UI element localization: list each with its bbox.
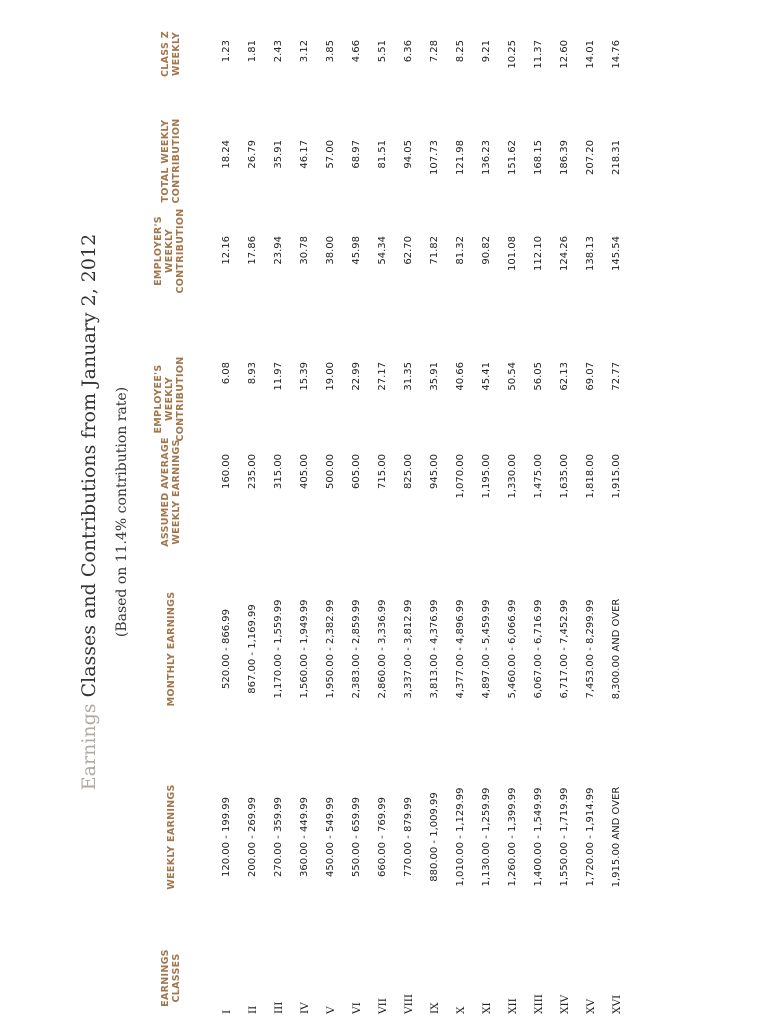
table-row	[396, 0, 422, 1024]
cell-employer-contribution: 71.82	[429, 236, 440, 265]
cell-employer-contribution: 45.98	[351, 236, 362, 265]
cell-employer-contribution: 54.34	[377, 236, 388, 265]
cell-weekly-earnings: 270.00 - 359.99	[273, 797, 284, 877]
cell-assumed-average: 405.00	[299, 454, 310, 489]
cell-employer-contribution: 145.54	[611, 236, 622, 271]
cell-class-z: 1.23	[221, 40, 232, 63]
table-row	[292, 0, 318, 1024]
cell-class-z: 11.37	[533, 40, 544, 69]
table-row	[266, 0, 292, 1024]
cell-monthly-earnings: 5,460.00 - 6,066.99	[507, 599, 518, 699]
cell-employee-contribution: 15.39	[299, 362, 310, 391]
cell-employee-contribution: 19.00	[325, 362, 336, 391]
cell-class: XII	[507, 998, 519, 1014]
cell-total-contribution: 136.23	[481, 140, 492, 175]
cell-class: I	[221, 1009, 233, 1014]
cell-employee-contribution: 50.54	[507, 362, 518, 391]
cell-employee-contribution: 40.66	[455, 362, 466, 391]
cell-employer-contribution: 81.32	[455, 236, 466, 265]
table-title-block	[78, 0, 100, 1024]
cell-total-contribution: 81.51	[377, 140, 388, 169]
header-line: CONTRIBUTION	[175, 356, 186, 442]
cell-class: III	[273, 1001, 285, 1014]
cell-class: VIII	[403, 993, 415, 1014]
cell-monthly-earnings: 3,813.00 - 4,376.99	[429, 599, 440, 699]
cell-employee-contribution: 31.35	[403, 362, 414, 391]
cell-monthly-earnings: 1,950.00 - 2,382.99	[325, 599, 336, 699]
cell-class-z: 3.12	[299, 40, 310, 63]
cell-employee-contribution: 62.13	[559, 362, 570, 391]
cell-weekly-earnings: 660.00 - 769.99	[377, 797, 388, 877]
cell-class-z: 6.36	[403, 40, 414, 63]
cell-class-z: 8.25	[455, 40, 466, 63]
cell-monthly-earnings: 2,860.00 - 3,336.99	[377, 599, 388, 699]
title-earnings-word: Earnings	[78, 703, 100, 791]
cell-total-contribution: 186.39	[559, 140, 570, 175]
cell-monthly-earnings: 6,067.00 - 6,716.99	[533, 599, 544, 699]
cell-weekly-earnings: 1,400.00 - 1,549.99	[533, 787, 544, 887]
header-employee-contribution	[153, 344, 186, 454]
cell-monthly-earnings: 520.00 - 866.99	[221, 609, 232, 689]
cell-employer-contribution: 62.70	[403, 236, 414, 265]
cell-class-z: 3.85	[325, 40, 336, 63]
table-row	[448, 0, 474, 1024]
title-main-text: Classes and Contributions from January 2, 2012	[78, 233, 100, 704]
cell-class-z: 9.21	[481, 40, 492, 63]
cell-monthly-earnings: 6,717.00 - 7,452.99	[559, 599, 570, 699]
table-row	[370, 0, 396, 1024]
cell-total-contribution: 168.15	[533, 140, 544, 175]
cell-employee-contribution: 11.97	[273, 362, 284, 391]
header-weekly-earnings	[166, 765, 177, 909]
header-line: WEEKLY	[164, 228, 175, 274]
table-row	[422, 0, 448, 1024]
cell-total-contribution: 46.17	[299, 140, 310, 169]
cell-class-z: 1.81	[247, 40, 258, 63]
cell-monthly-earnings: 7,453.00 - 8,299.99	[585, 599, 596, 699]
cell-monthly-earnings: 1,170.00 - 1,559.99	[273, 599, 284, 699]
header-line: CLASSES	[171, 953, 182, 1003]
cell-weekly-earnings: 450.00 - 549.99	[325, 797, 336, 877]
table-title	[78, 234, 100, 790]
cell-monthly-earnings: 2,383.00 - 2,859.99	[351, 599, 362, 699]
cell-assumed-average: 160.00	[221, 454, 232, 489]
header-line: EARNINGS	[160, 949, 171, 1007]
table-row	[474, 0, 500, 1024]
cell-employee-contribution: 72.77	[611, 362, 622, 391]
cell-total-contribution: 121.98	[455, 140, 466, 175]
cell-assumed-average: 500.00	[325, 454, 336, 489]
cell-class: V	[325, 1006, 337, 1014]
table-row	[526, 0, 552, 1024]
cell-total-contribution: 151.62	[507, 140, 518, 175]
cell-employer-contribution: 101.08	[507, 236, 518, 271]
cell-assumed-average: 715.00	[377, 454, 388, 489]
cell-weekly-earnings: 120.00 - 199.99	[221, 797, 232, 877]
cell-total-contribution: 57.00	[325, 140, 336, 169]
cell-class: VI	[351, 1002, 363, 1014]
header-line: CONTRIBUTION	[171, 118, 182, 204]
header-line: WEEKLY	[164, 376, 175, 422]
cell-weekly-earnings: 1,260.00 - 1,399.99	[507, 787, 518, 887]
cell-class-z: 5.51	[377, 40, 388, 63]
cell-employer-contribution: 138.13	[585, 236, 596, 271]
cell-class: XIV	[559, 994, 571, 1014]
cell-class: XIII	[533, 994, 545, 1014]
cell-monthly-earnings: 867.00 - 1,169.99	[247, 604, 258, 694]
cell-assumed-average: 1,195.00	[481, 454, 492, 499]
header-line: WEEKLY	[171, 31, 182, 77]
cell-assumed-average: 1,818.00	[585, 454, 596, 499]
cell-weekly-earnings: 200.00 - 269.99	[247, 797, 258, 877]
cell-employee-contribution: 8.93	[247, 362, 258, 385]
cell-weekly-earnings: 880.00 - 1,009.99	[429, 792, 440, 882]
header-earnings-classes	[160, 938, 182, 1018]
cell-weekly-earnings: 550.00 - 659.99	[351, 797, 362, 877]
cell-assumed-average: 1,635.00	[559, 454, 570, 499]
cell-class: IV	[299, 1002, 311, 1014]
cell-class-z: 10.25	[507, 40, 518, 69]
cell-weekly-earnings: 1,130.00 - 1,259.99	[481, 787, 492, 887]
cell-assumed-average: 945.00	[429, 454, 440, 489]
cell-assumed-average: 1,330.00	[507, 454, 518, 499]
cell-employee-contribution: 27.17	[377, 362, 388, 391]
cell-employee-contribution: 45.41	[481, 362, 492, 391]
cell-class: II	[247, 1005, 259, 1014]
cell-total-contribution: 94.05	[403, 140, 414, 169]
cell-class-z: 12.60	[559, 40, 570, 69]
cell-class-z: 4.66	[351, 40, 362, 63]
cell-weekly-earnings: 1,915.00 AND OVER	[611, 786, 622, 888]
cell-class: XVI	[611, 994, 623, 1014]
cell-employee-contribution: 69.07	[585, 362, 596, 391]
table-row	[604, 0, 630, 1024]
cell-monthly-earnings: 1,560.00 - 1,949.99	[299, 599, 310, 699]
cell-monthly-earnings: 3,337.00 - 3,812.99	[403, 599, 414, 699]
cell-weekly-earnings: 1,550.00 - 1,719.99	[559, 787, 570, 887]
cell-monthly-earnings: 4,897.00 - 5,459.99	[481, 599, 492, 699]
header-line: TOTAL WEEKLY	[160, 119, 171, 203]
cell-assumed-average: 1,915.00	[611, 454, 622, 499]
table-row	[344, 0, 370, 1024]
cell-class-z: 14.01	[585, 40, 596, 69]
cell-assumed-average: 825.00	[403, 454, 414, 489]
cell-total-contribution: 107.73	[429, 140, 440, 175]
table-row	[578, 0, 604, 1024]
header-line: EMPLOYEE'S	[153, 364, 164, 434]
cell-assumed-average: 315.00	[273, 454, 284, 489]
cell-employee-contribution: 6.08	[221, 362, 232, 385]
cell-employer-contribution: 112.10	[533, 236, 544, 271]
cell-class: VII	[377, 998, 389, 1014]
header-monthly-earnings	[166, 578, 177, 720]
cell-monthly-earnings: 8,300.00 AND OVER	[611, 598, 622, 700]
table-row	[552, 0, 578, 1024]
cell-assumed-average: 605.00	[351, 454, 362, 489]
header-class-z-weekly	[160, 14, 182, 94]
cell-total-contribution: 18.24	[221, 140, 232, 169]
header-line: MONTHLY EARNINGS	[166, 591, 177, 707]
cell-employee-contribution: 56.05	[533, 362, 544, 391]
cell-weekly-earnings: 1,720.00 - 1,914.99	[585, 787, 596, 887]
table-row	[318, 0, 344, 1024]
header-line: CLASS Z	[160, 31, 171, 77]
cell-total-contribution: 68.97	[351, 140, 362, 169]
cell-class: X	[455, 1006, 467, 1014]
cell-weekly-earnings: 360.00 - 449.99	[299, 797, 310, 877]
cell-employee-contribution: 35.91	[429, 362, 440, 391]
cell-total-contribution: 218.31	[611, 140, 622, 175]
cell-assumed-average: 1,475.00	[533, 454, 544, 499]
cell-class: XV	[585, 998, 597, 1014]
table-row	[500, 0, 526, 1024]
cell-employer-contribution: 90.82	[481, 236, 492, 265]
header-line: EMPLOYER'S	[153, 216, 164, 286]
cell-assumed-average: 235.00	[247, 454, 258, 489]
cell-weekly-earnings: 770.00 - 879.99	[403, 797, 414, 877]
cell-total-contribution: 207.20	[585, 140, 596, 175]
cell-employer-contribution: 17.86	[247, 236, 258, 265]
cell-weekly-earnings: 1,010.00 - 1,129.99	[455, 787, 466, 887]
header-line: WEEKLY EARNINGS	[171, 439, 182, 545]
cell-class: IX	[429, 1002, 441, 1014]
cell-class-z: 2.43	[273, 40, 284, 63]
cell-total-contribution: 35.91	[273, 140, 284, 169]
cell-employer-contribution: 30.78	[299, 236, 310, 265]
cell-employee-contribution: 22.99	[351, 362, 362, 391]
header-line: ASSUMED AVERAGE	[160, 437, 171, 547]
cell-class-z: 7.28	[429, 40, 440, 63]
table-row	[240, 0, 266, 1024]
cell-total-contribution: 26.79	[247, 140, 258, 169]
cell-employer-contribution: 12.16	[221, 236, 232, 265]
cell-assumed-average: 1,070.00	[455, 454, 466, 499]
cell-employer-contribution: 38.00	[325, 236, 336, 265]
table-row	[214, 0, 240, 1024]
cell-monthly-earnings: 4,377.00 - 4,896.99	[455, 599, 466, 699]
header-line: CONTRIBUTION	[175, 208, 186, 294]
cell-employer-contribution: 23.94	[273, 236, 284, 265]
header-line: WEEKLY EARNINGS	[166, 784, 177, 890]
cell-employer-contribution: 124.26	[559, 236, 570, 271]
cell-class: XI	[481, 1002, 493, 1014]
cell-class-z: 14.76	[611, 40, 622, 69]
table-subtitle: (Based on 11.4% contribution rate)	[114, 386, 130, 638]
header-total-contribution	[160, 106, 182, 216]
